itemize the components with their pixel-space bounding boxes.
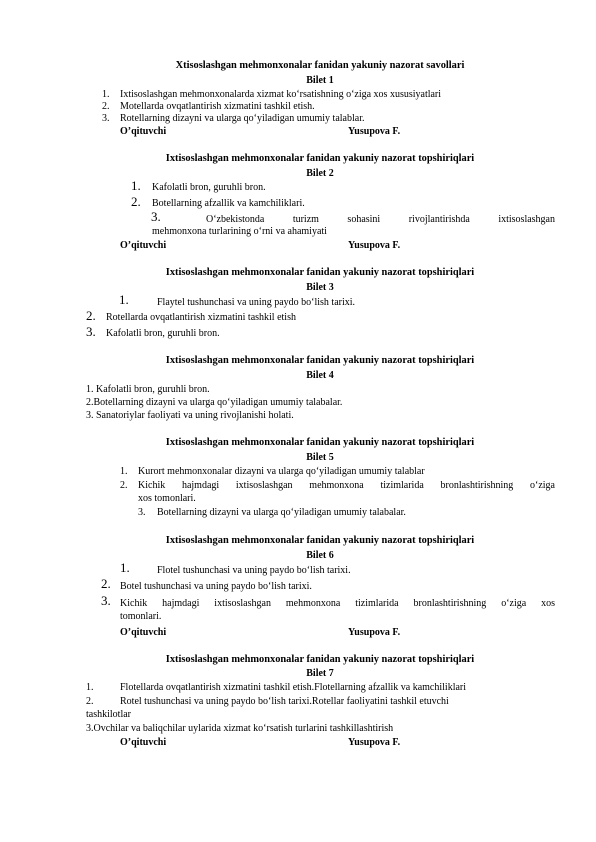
list-item: Kurort mehmonxonalar dizayni va ularga qo‘yiladigan umumiy talablar xyxy=(138,466,425,477)
list-number: 2. xyxy=(86,696,94,707)
bilet-1-label: Bilet 1 xyxy=(306,75,334,86)
teacher-name: Yusupova F. xyxy=(348,240,401,251)
list-item: O‘zbekistonda turizm sohasini rivojlantirishda ixtisoslashgan xyxy=(206,214,555,225)
list-item: Rotellarda ovqatlantirish xizmatini tashkil etish xyxy=(106,312,296,323)
teacher-label: O’qituvchi xyxy=(120,627,167,638)
bilet-2-label: Bilet 2 xyxy=(306,168,334,179)
teacher-label: O’qituvchi xyxy=(120,737,167,748)
list-number: 2. xyxy=(120,480,128,491)
list-item: Flaytel tushunchasi va uning paydo bo‘lish tarixi. xyxy=(157,297,356,308)
list-item-continued: mehmonxona turlarining o‘rni va ahamiyati xyxy=(152,226,327,237)
teacher-name: Yusupova F. xyxy=(348,627,401,638)
list-item-continued: tomonlari. xyxy=(120,611,162,622)
list-item: Kichik hajmdagi ixtisoslashgan mehmonxona tizimlarida bronlashtirishning o‘ziga xos xyxy=(120,598,555,609)
list-number: 1. xyxy=(119,292,129,307)
list-number: 1. xyxy=(131,178,141,193)
list-item: Botellarning dizayni va ularga qo‘yiladigan umumiy talabalar. xyxy=(157,507,406,518)
bilet-3-label: Bilet 3 xyxy=(306,282,334,293)
list-item-continued: xos tomonlari. xyxy=(138,493,196,504)
list-number: 2. xyxy=(101,576,111,591)
teacher-name: Yusupova F. xyxy=(348,737,401,748)
document-title: Xtisoslashgan mehmonxonalar fanidan yakuniy nazorat savollari xyxy=(175,60,465,71)
list-number: 3. xyxy=(138,507,146,518)
bilet-7-label: Bilet 7 xyxy=(306,668,334,679)
list-item: Rotel tushunchasi va uning paydo bo‘lish tarixi.Rotellar faoliyatini tashkil etuvchi xyxy=(120,696,449,707)
section-title: Ixtisoslashgan mehmonxonalar fanidan yakuniy nazorat topshiriqlari xyxy=(165,535,475,546)
list-number: 1. xyxy=(120,560,130,575)
bilet-5-label: Bilet 5 xyxy=(306,452,334,463)
list-number: 2. xyxy=(102,101,110,112)
teacher-label: O’qituvchi xyxy=(120,240,167,251)
list-number: 3. xyxy=(102,113,110,124)
list-item: Rotellarning dizayni va ularga qo‘yiladigan umumiy talablar. xyxy=(120,113,365,124)
list-item: Ixtisoslashgan mehmonxonalarda xizmat ko‘rsatishning o‘ziga xos xususiyatlari xyxy=(120,89,442,100)
bilet-6-label: Bilet 6 xyxy=(306,550,334,561)
section-title: Ixtisoslashgan mehmonxonalar fanidan yakuniy nazorat topshiriqlari xyxy=(165,153,475,164)
list-item: Motellarda ovqatlantirish xizmatini tashkil etish. xyxy=(120,101,315,112)
list-item: Flotel tushunchasi va uning paydo bo‘lish tarixi. xyxy=(157,565,351,576)
list-number: 3. xyxy=(151,209,161,224)
list-number: 1. xyxy=(86,682,94,693)
section-title: Ixtisoslashgan mehmonxonalar fanidan yakuniy nazorat topshiriqlari xyxy=(165,437,475,448)
teacher-label: O’qituvchi xyxy=(120,126,167,137)
list-number: 3. xyxy=(86,324,96,339)
list-number: 3. xyxy=(101,593,111,608)
list-item: 3. Sanatoriylar faoliyati va uning rivojlanishi holati. xyxy=(86,410,294,421)
list-item: 2.Botellarning dizayni va ularga qo‘yiladigan umumiy talabalar. xyxy=(86,397,343,408)
bilet-4-label: Bilet 4 xyxy=(306,370,334,381)
list-item: Flotellarda ovqatlantirish xizmatini tashkil etish.Flotellarning afzallik va kamchiliklari xyxy=(120,682,467,693)
list-item: Kafolatli bron, guruhli bron. xyxy=(106,328,220,339)
list-number: 1. xyxy=(102,89,110,100)
list-item: Kafolatli bron, guruhli bron. xyxy=(152,182,266,193)
list-number: 2. xyxy=(86,308,96,323)
teacher-name: Yusupova F. xyxy=(348,126,401,137)
list-item: 1. Kafolatli bron, guruhli bron. xyxy=(86,384,210,395)
list-item: 3.Ovchilar va baliqchilar uylarida xizmat ko‘rsatish turlarini tashkillashtirish xyxy=(86,723,394,734)
list-item: Botellarning afzallik va kamchiliklari. xyxy=(152,198,305,209)
list-item: Botel tushunchasi va uning paydo bo‘lish tarixi. xyxy=(120,581,312,592)
section-title: Ixtisoslashgan mehmonxonalar fanidan yakuniy nazorat topshiriqlari xyxy=(165,267,475,278)
section-title: Ixtisoslashgan mehmonxonalar fanidan yakuniy nazorat topshiriqlari xyxy=(165,355,475,366)
list-item: Kichik hajmdagi ixtisoslashgan mehmonxona tizimlarida bronlashtirishning o‘ziga xyxy=(138,480,555,491)
list-number: 1. xyxy=(120,466,128,477)
list-item-continued: tashkilotlar xyxy=(86,709,131,720)
list-number: 2. xyxy=(131,194,141,209)
section-title: Ixtisoslashgan mehmonxonalar fanidan yakuniy nazorat topshiriqlari xyxy=(165,654,475,665)
